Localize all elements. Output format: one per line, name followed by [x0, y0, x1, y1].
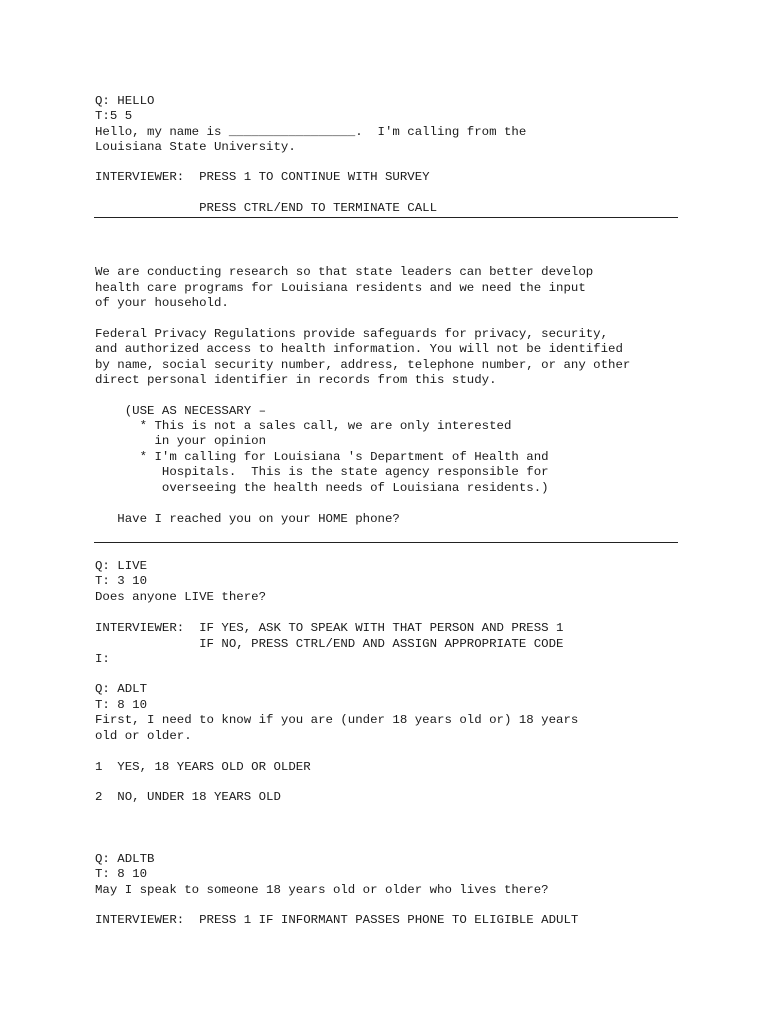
question-id-adltb: Q: ADLTB: [95, 852, 155, 866]
research-line-1: We are conducting research so that state leaders can better develop: [95, 265, 594, 279]
timing-adltb: T: 8 10: [95, 867, 148, 881]
use-as-necessary-line-5: Hospitals. This is the state agency responsible for: [95, 465, 549, 479]
adltb-interviewer-instruction: INTERVIEWER: PRESS 1 IF INFORMANT PASSES PHONE TO ELIGIBLE ADULT: [95, 913, 579, 927]
question-id-hello: Q: HELLO: [95, 94, 155, 108]
adltb-question-text: May I speak to someone 18 years old or older who lives there?: [95, 883, 549, 897]
live-interviewer-instruction-1: INTERVIEWER: IF YES, ASK TO SPEAK WITH THAT PERSON AND PRESS 1: [95, 621, 564, 635]
section-divider-1: [94, 217, 678, 218]
home-phone-question: Have I reached you on your HOME phone?: [95, 512, 400, 526]
timing-hello: T:5 5: [95, 109, 133, 123]
adlt-option-no: 2 NO, UNDER 18 YEARS OLD: [95, 790, 281, 804]
use-as-necessary-line-6: overseeing the health needs of Louisiana residents.): [95, 481, 549, 495]
timing-adlt: T: 8 10: [95, 698, 148, 712]
use-as-necessary-line-4: * I'm calling for Louisiana 's Department of Health and: [95, 450, 549, 464]
question-id-adlt: Q: ADLT: [95, 682, 148, 696]
privacy-line-4: direct personal identifier in records from this study.: [95, 373, 497, 387]
live-question-text: Does anyone LIVE there?: [95, 590, 267, 604]
privacy-line-2: and authorized access to health information. You will not be identified: [95, 342, 623, 356]
interviewer-instruction-continue: INTERVIEWER: PRESS 1 TO CONTINUE WITH SURVEY: [95, 170, 430, 184]
privacy-line-3: by name, social security number, address, telephone number, or any other: [95, 358, 631, 372]
research-line-2: health care programs for Louisiana residents and we need the input: [95, 281, 586, 295]
interviewer-instruction-terminate: PRESS CTRL/END TO TERMINATE CALL: [95, 201, 438, 215]
greeting-line-2: Louisiana State University.: [95, 140, 296, 154]
use-as-necessary-line-2: * This is not a sales call, we are only interested: [95, 419, 512, 433]
adlt-question-line-2: old or older.: [95, 729, 192, 743]
question-id-live: Q: LIVE: [95, 559, 148, 573]
live-input-prompt: I:: [95, 652, 110, 666]
adlt-question-line-1: First, I need to know if you are (under 18 years old or) 18 years: [95, 713, 579, 727]
greeting-line-1: Hello, my name is _________________. I'm calling from the: [95, 125, 527, 139]
section-divider-2: [94, 542, 678, 543]
use-as-necessary-line-1: (USE AS NECESSARY –: [95, 404, 267, 418]
live-interviewer-instruction-2: IF NO, PRESS CTRL/END AND ASSIGN APPROPRIATE CODE: [95, 637, 564, 651]
timing-live: T: 3 10: [95, 574, 148, 588]
use-as-necessary-line-3: in your opinion: [95, 434, 267, 448]
adlt-option-yes: 1 YES, 18 YEARS OLD OR OLDER: [95, 760, 311, 774]
research-line-3: of your household.: [95, 296, 229, 310]
privacy-line-1: Federal Privacy Regulations provide safeguards for privacy, security,: [95, 327, 609, 341]
